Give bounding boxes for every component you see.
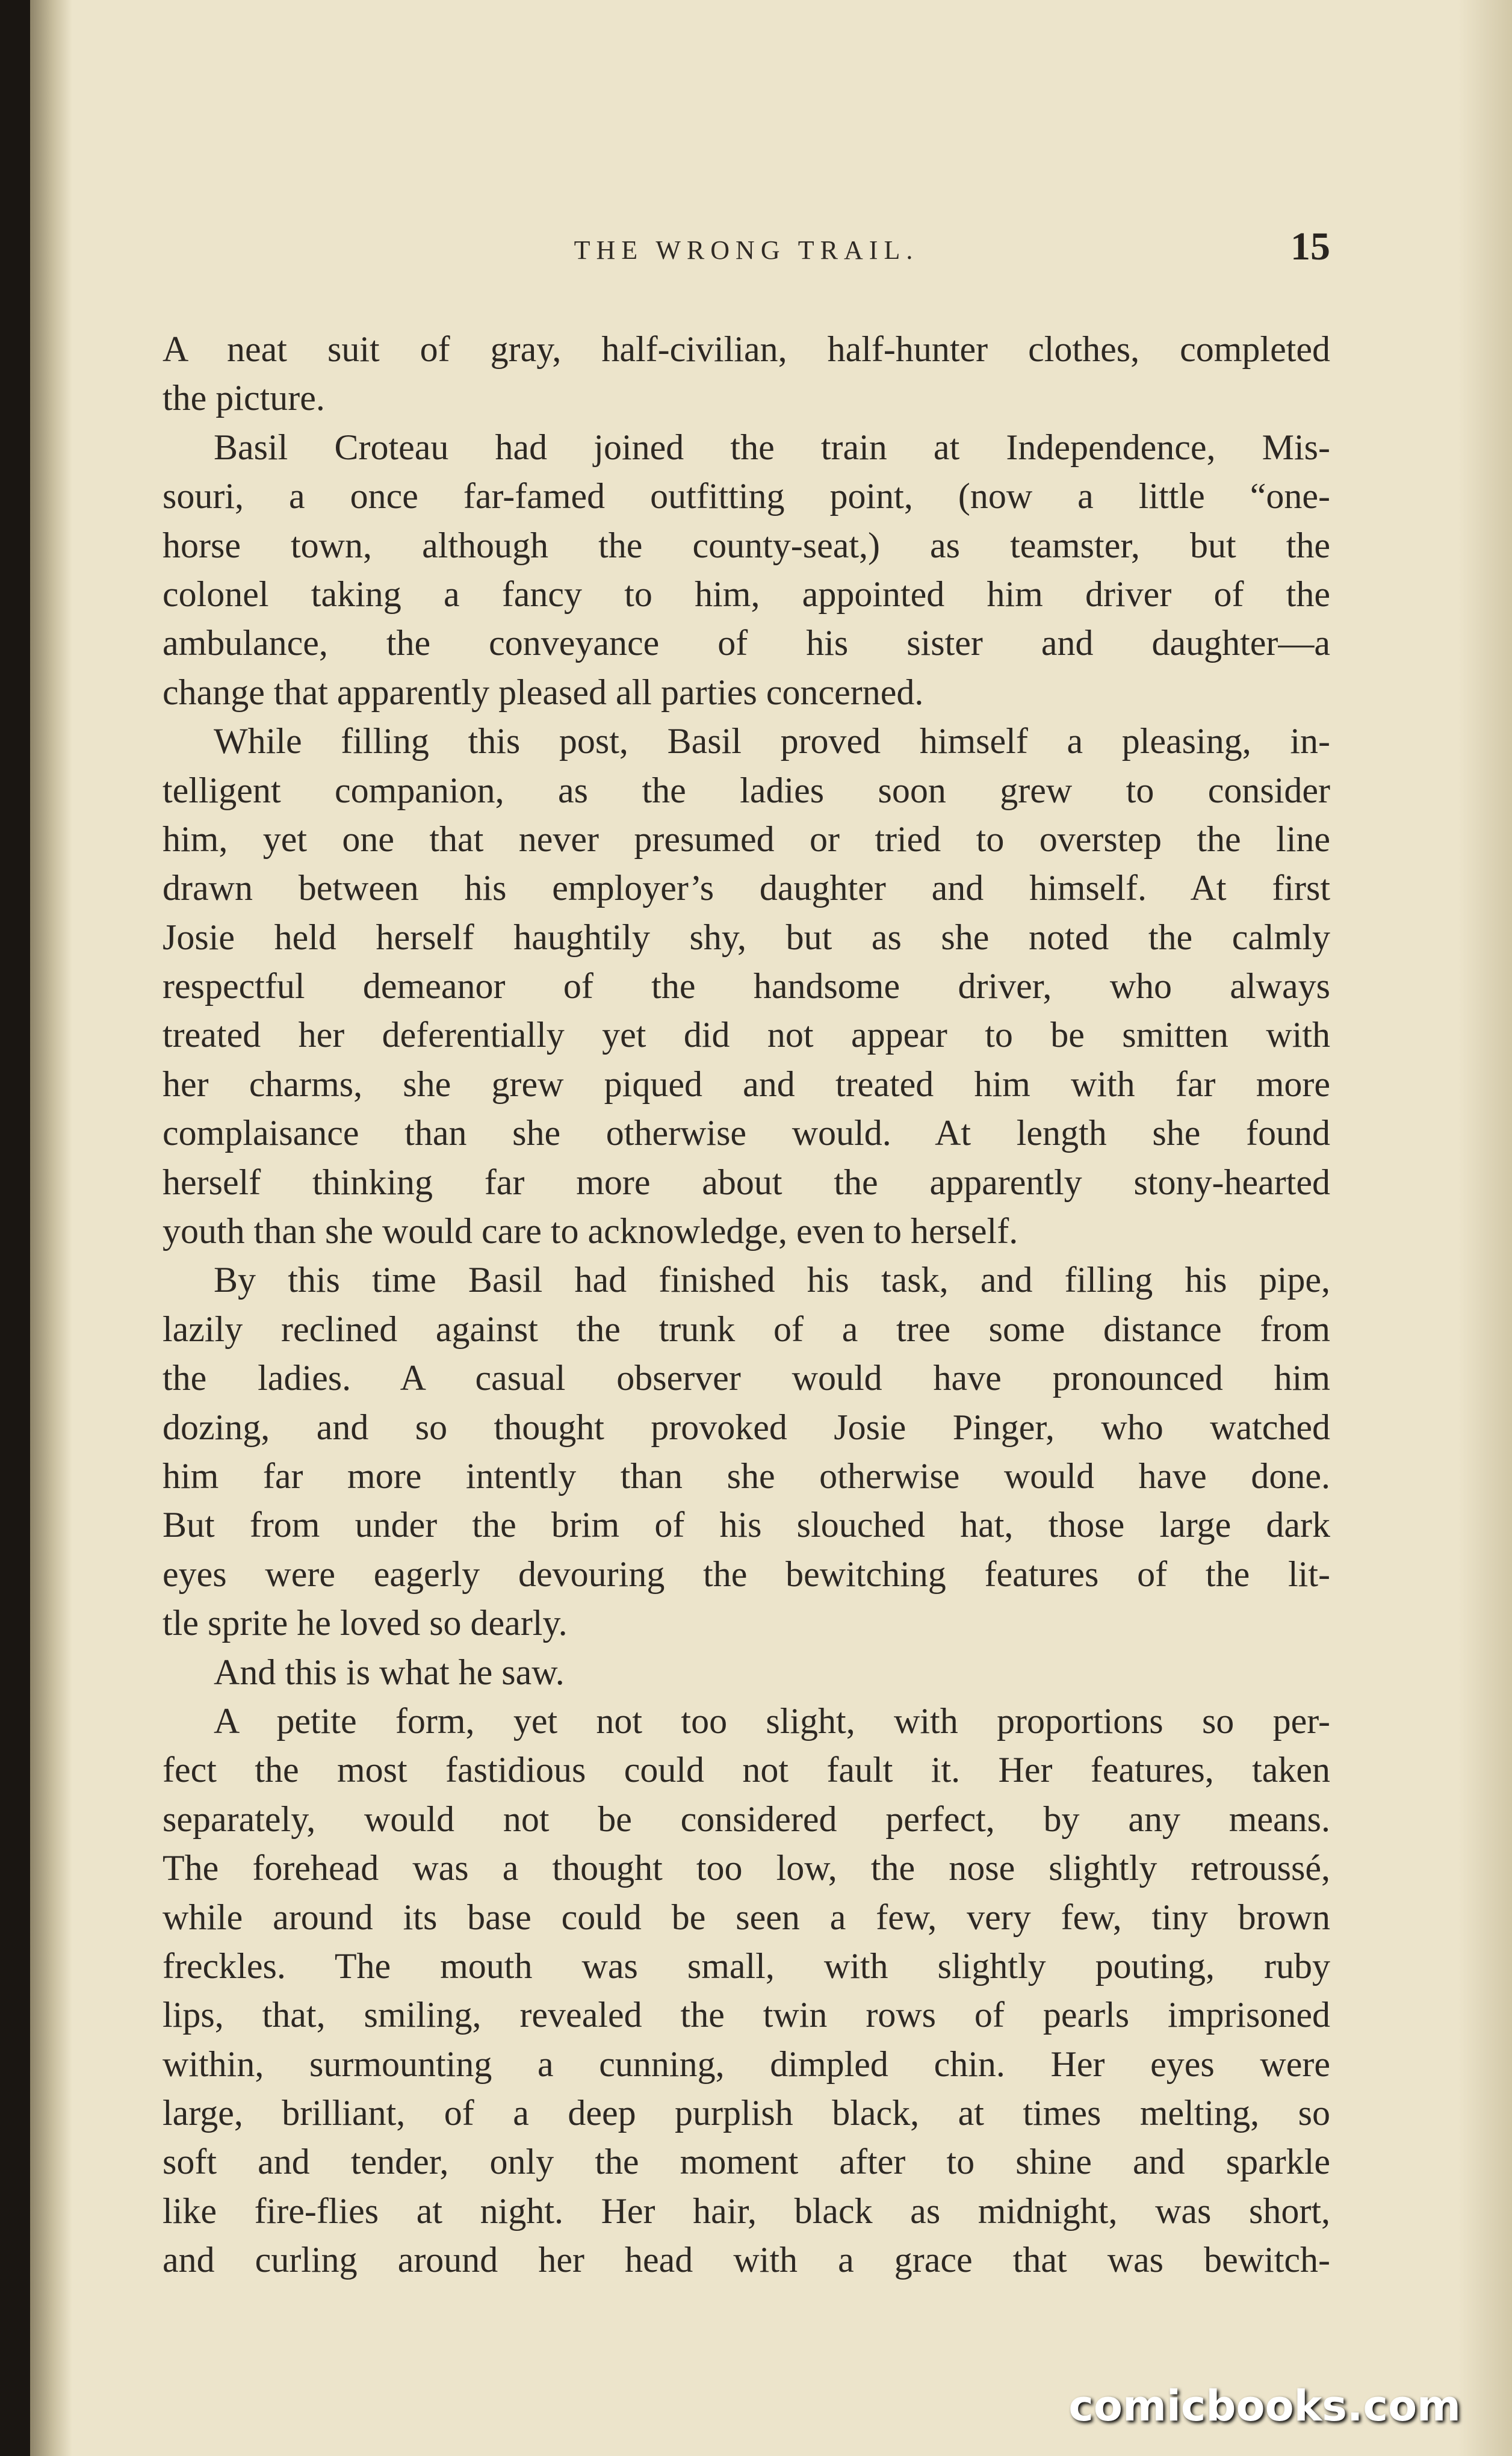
text-line: But from under the brim of his slouched hat, those large dark — [163, 1505, 1330, 1545]
text-line: the ladies. A casual observer would have pronounced him — [163, 1358, 1330, 1398]
page-number: 15 — [1290, 225, 1330, 268]
text-line: the picture. — [163, 378, 325, 418]
page-binding-shadow — [30, 0, 72, 2456]
text-line: The forehead was a thought too low, the nose slightly retroussé, — [163, 1848, 1330, 1888]
running-head: THE WRONG TRAIL. — [574, 235, 919, 265]
text-line: freckles. The mouth was small, with slightly pouting, ruby — [163, 1946, 1330, 1986]
text-line: him, yet one that never presumed or tried to overstep the line — [163, 819, 1330, 859]
text-line: him far more intently than she otherwise would have done. — [163, 1456, 1330, 1496]
text-line: tle sprite he loved so dearly. — [163, 1603, 568, 1643]
text-line: her charms, she grew piqued and treated him with far more — [163, 1064, 1330, 1104]
text-line: herself thinking far more about the apparently stony-hearted — [163, 1162, 1330, 1202]
text-line: and curling around her head with a grace that was bewitch- — [163, 2240, 1330, 2280]
page-header — [163, 225, 1330, 289]
text-line: dozing, and so thought provoked Josie Pinger, who watched — [163, 1407, 1330, 1447]
text-line: telligent companion, as the ladies soon grew to consider — [163, 770, 1330, 810]
text-line: drawn between his employer’s daughter and himself. At first — [163, 868, 1330, 908]
text-line: while around its base could be seen a few, very few, tiny brown — [163, 1897, 1330, 1937]
text-line: eyes were eagerly devouring the bewitching features of the lit- — [163, 1554, 1330, 1594]
text-line: And this is what he saw. — [214, 1652, 565, 1692]
text-line: respectful demeanor of the handsome driver, who always — [163, 966, 1330, 1006]
text-line: large, brilliant, of a deep purplish black, at times melting, so — [163, 2093, 1330, 2133]
body-text — [163, 325, 1330, 2285]
text-line: separately, would not be considered perfect, by any means. — [163, 1799, 1330, 1839]
text-line: within, surmounting a cunning, dimpled chin. Her eyes were — [163, 2044, 1330, 2084]
text-line: change that apparently pleased all parties concerned. — [163, 672, 924, 712]
text-line: complaisance than she otherwise would. At length she found — [163, 1113, 1330, 1153]
text-line: colonel taking a fancy to him, appointed him driver of the — [163, 574, 1330, 614]
text-line: ambulance, the conveyance of his sister and daughter—a — [163, 623, 1330, 663]
text-line: Josie held herself haughtily shy, but as she noted the calmly — [163, 917, 1330, 957]
text-line: horse town, although the county-seat,) as teamster, but the — [163, 525, 1330, 565]
text-line: A neat suit of gray, half-civilian, half-hunter clothes, completed — [163, 329, 1330, 369]
text-line: Basil Croteau had joined the train at Independence, Mis- — [214, 427, 1330, 467]
text-line: By this time Basil had finished his task, and filling his pipe, — [214, 1260, 1330, 1300]
text-line: treated her deferentially yet did not appear to be smitten with — [163, 1015, 1330, 1055]
text-line: souri, a once far-famed outfitting point, (now a little “one- — [163, 476, 1330, 516]
watermark: comicbooks.com — [1068, 2381, 1461, 2431]
page-edge-shadow — [1458, 0, 1512, 2456]
text-line: like fire-flies at night. Her hair, black as midnight, was short, — [163, 2191, 1330, 2231]
text-line: soft and tender, only the moment after to shine and sparkle — [163, 2142, 1330, 2182]
text-line: While filling this post, Basil proved himself a pleasing, in- — [214, 721, 1330, 761]
text-line: A petite form, yet not too slight, with proportions so per- — [214, 1701, 1330, 1741]
text-line: youth than she would care to acknowledge, even to herself. — [163, 1211, 1018, 1251]
text-line: lips, that, smiling, revealed the twin rows of pearls imprisoned — [163, 1995, 1330, 2035]
text-line: fect the most fastidious could not fault it. Her features, taken — [163, 1750, 1330, 1790]
text-line: lazily reclined against the trunk of a tree some distance from — [163, 1309, 1330, 1349]
